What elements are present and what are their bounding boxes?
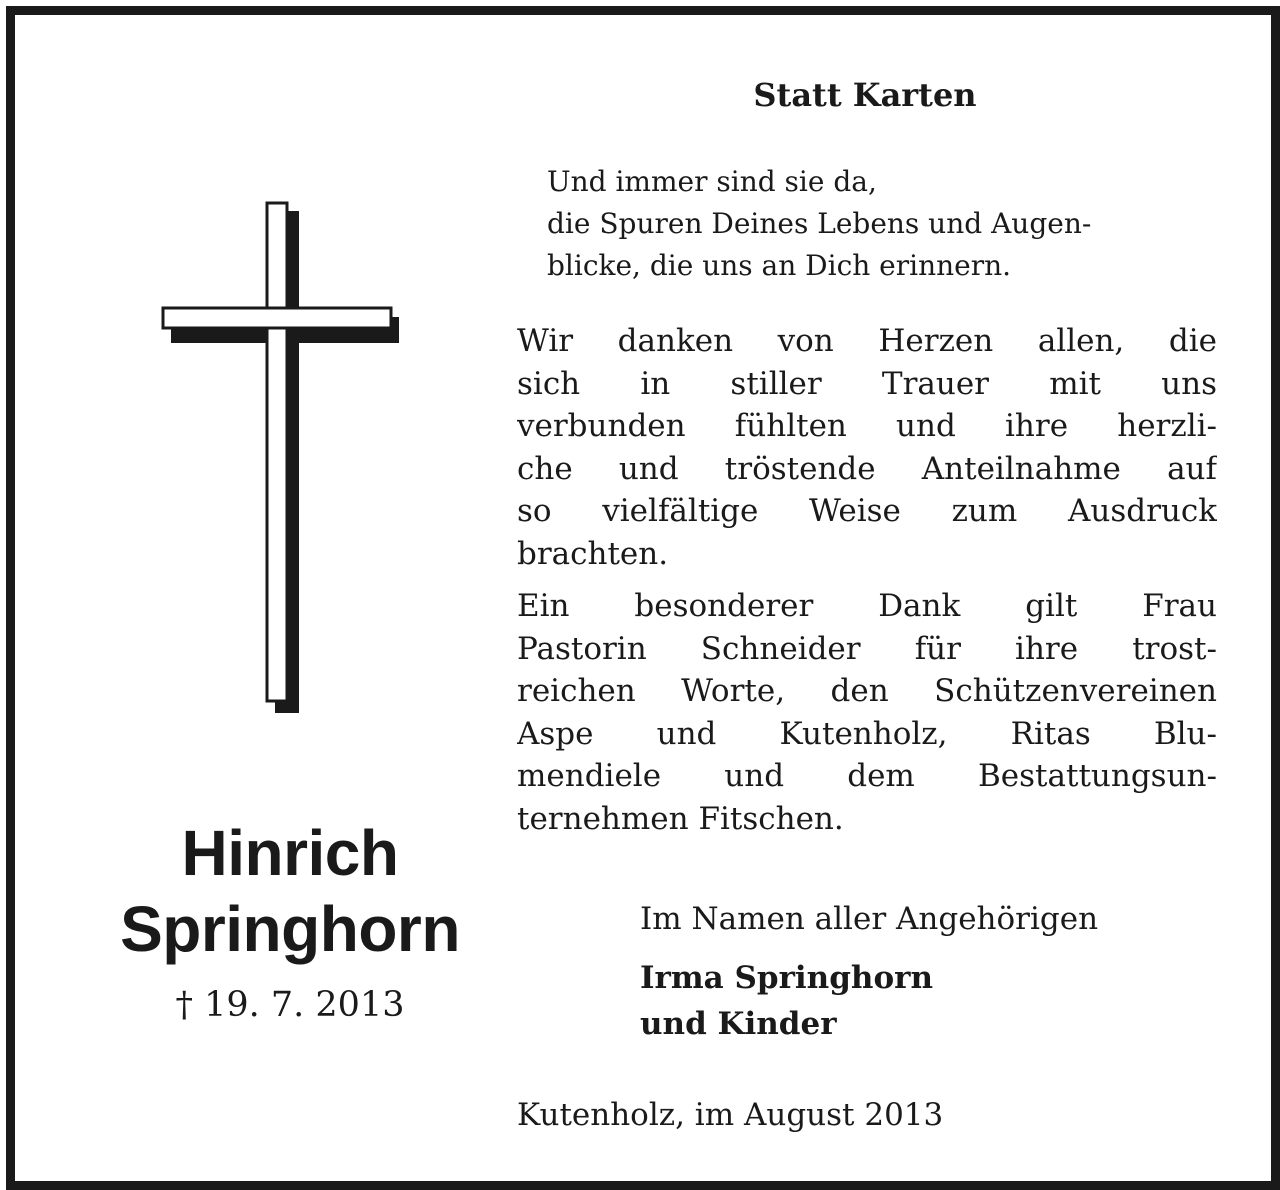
text-line: reichen Worte, den Schützenvereinen <box>517 673 1217 709</box>
text-line: Pastorin Schneider für ihre trost- <box>517 630 1217 667</box>
poem <box>547 161 1227 287</box>
poem-line: Und immer sind sie da, <box>547 165 877 198</box>
deceased-first-name: Hinrich <box>181 817 399 889</box>
deceased-last-name: Springhorn <box>120 893 460 965</box>
poem-line: blicke, die uns an Dich erinnern. <box>547 249 1012 282</box>
cross-icon <box>155 201 405 721</box>
text-line: che und tröstende Anteilnahme auf <box>517 450 1217 487</box>
heading: Statt Karten <box>753 76 977 114</box>
poem-line: die Spuren Deines Lebens und Augen- <box>547 207 1092 240</box>
deceased-name <box>55 815 525 967</box>
thanks-text <box>517 320 1217 850</box>
thanks-paragraph-2 <box>517 585 1217 840</box>
text-line: ternehmen Fitschen. <box>517 800 844 837</box>
text-line: so vielfältige Weise zum Ausdruck <box>517 493 1217 529</box>
text-line: Wir danken von Herzen allen, die <box>517 323 1217 359</box>
text-line: verbunden fühlten und ihre herzli- <box>517 408 1217 444</box>
signature-name-line: Irma Springhorn <box>640 960 933 996</box>
text-line: mendiele und dem Bestattungsun- <box>517 758 1217 794</box>
text-line: brachten. <box>517 535 669 572</box>
signature-names <box>640 955 1240 1047</box>
signature-name-line: und Kinder <box>640 1006 837 1042</box>
signature-intro: Im Namen aller Angehörigen <box>640 901 1099 937</box>
thanks-paragraph-1 <box>517 320 1217 575</box>
text-line: Aspe und Kutenholz, Ritas Blu- <box>517 715 1217 752</box>
obituary-frame <box>6 6 1280 1190</box>
text-line: sich in stiller Trauer mit uns <box>517 365 1217 402</box>
text-line: Ein besonderer Dank gilt Frau <box>517 588 1217 624</box>
place-date: Kutenholz, im August 2013 <box>517 1097 944 1133</box>
death-date: † 19. 7. 2013 <box>175 985 405 1025</box>
